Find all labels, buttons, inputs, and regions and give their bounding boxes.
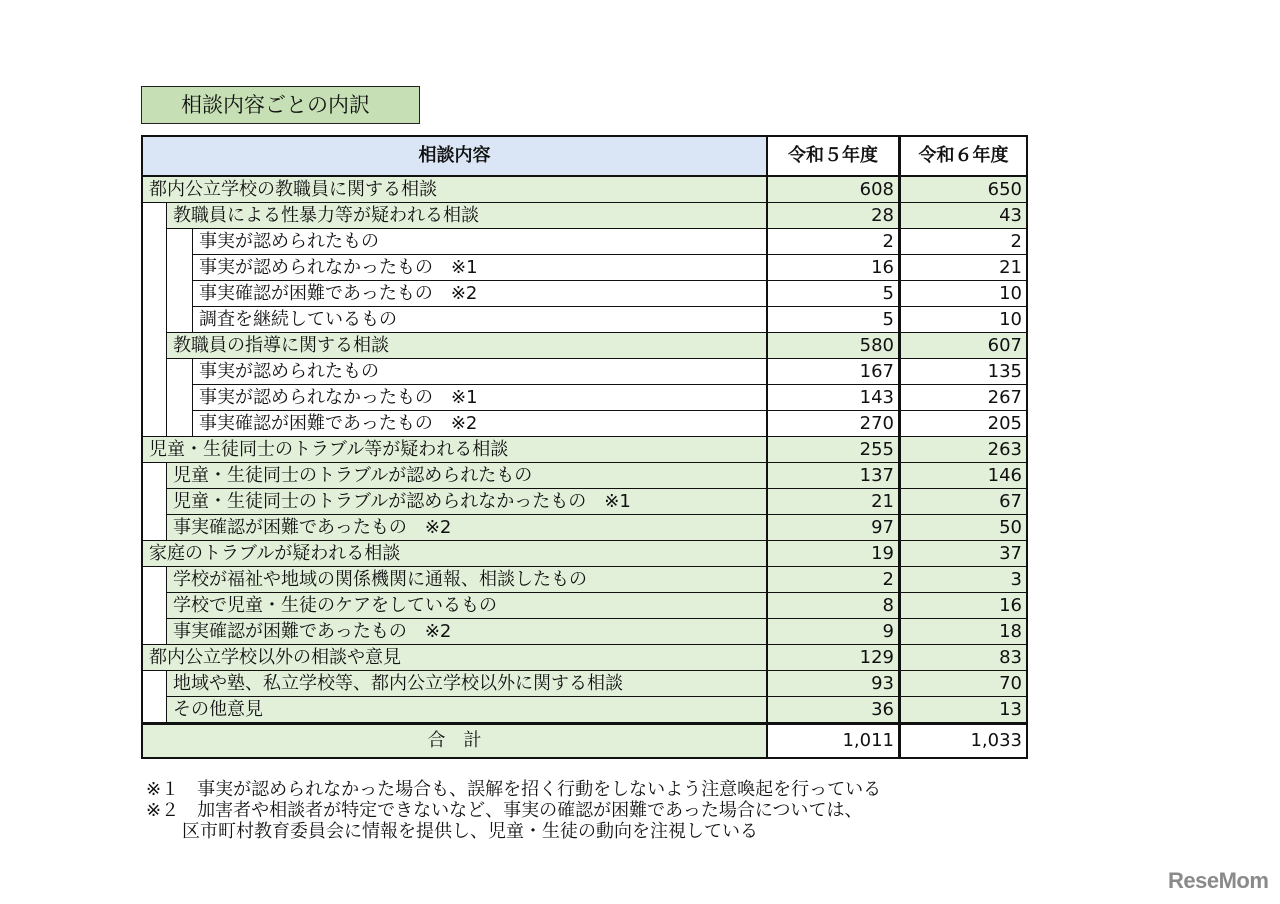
row-value-year1: 28 (768, 203, 898, 229)
row-value-year2: 3 (901, 567, 1026, 593)
row-value-year1: 167 (859, 361, 894, 382)
indent-guide (166, 229, 167, 255)
row-label: 学校が福祉や地域の関係機関に通報、相談したもの (167, 567, 766, 593)
row-label: 教職員による性暴力等が疑われる相談 (167, 203, 766, 229)
row-value-year1: 5 (882, 283, 894, 304)
row-label: 事実確認が困難であったもの ※2 (167, 619, 766, 645)
row-label: 家庭のトラブルが疑われる相談 (143, 541, 766, 567)
row-value-year2: 43 (901, 203, 1026, 229)
indent-guide (166, 307, 167, 333)
row-value-year2: 267 (987, 387, 1022, 408)
footnote-2: ※２ 加害者や相談者が特定できないなど、事実の確認が困難であった場合については、 (146, 800, 863, 821)
header-year1: 令和５年度 (768, 137, 898, 175)
footnotes (146, 779, 881, 842)
row-value-year1: 255 (768, 437, 898, 463)
row-value-year2: 70 (901, 671, 1026, 697)
total-year2: 1,033 (970, 730, 1022, 751)
row-value-year2: 83 (901, 645, 1026, 671)
header-year2: 令和６年度 (901, 137, 1026, 175)
row-label: 事実確認が困難であったもの ※2 (199, 283, 478, 304)
row-value-year1: 2 (882, 231, 894, 252)
column-separator-1 (766, 137, 768, 757)
column-separator-2 (898, 137, 901, 757)
indent-guide (192, 281, 193, 307)
indent-guide (166, 697, 167, 723)
row-value-year2: 16 (901, 593, 1026, 619)
table-title: 相談内容ごとの内訳 (141, 86, 420, 124)
row-value-year1: 16 (871, 257, 894, 278)
indent-guide (166, 203, 167, 229)
row-value-year2: 50 (901, 515, 1026, 541)
indent-guide (192, 307, 193, 333)
row-label: 教職員の指導に関する相談 (167, 333, 766, 359)
row-value-year2: 13 (901, 697, 1026, 723)
indent-guide (192, 411, 193, 437)
row-label: 都内公立学校以外の相談や意見 (143, 645, 766, 671)
indent-guide (166, 515, 167, 541)
row-label: 事実確認が困難であったもの ※2 (167, 515, 766, 541)
indent-guide (166, 489, 167, 515)
row-label: 児童・生徒同士のトラブル等が疑われる相談 (143, 437, 766, 463)
total-label: 合 計 (143, 725, 766, 757)
table-body (143, 137, 1026, 757)
header-content: 相談内容 (143, 137, 766, 175)
row-label: 事実が認められなかったもの ※1 (199, 387, 478, 408)
indent-guide (166, 593, 167, 619)
row-label: 都内公立学校の教職員に関する相談 (143, 177, 766, 203)
indent-guide (166, 281, 167, 307)
row-label: 児童・生徒同士のトラブルが認められなかったもの ※1 (167, 489, 766, 515)
indent-guide (166, 567, 167, 593)
resemom-logo: ReseMom (1168, 868, 1269, 893)
row-value-year1: 97 (768, 515, 898, 541)
row-value-year1: 270 (859, 413, 894, 434)
indent-guide (192, 359, 193, 385)
row-value-year2: 146 (901, 463, 1026, 489)
row-value-year2: 135 (987, 361, 1022, 382)
row-value-year2: 650 (901, 177, 1026, 203)
row-label: 地域や塾、私立学校等、都内公立学校以外に関する相談 (167, 671, 766, 697)
row-label: 事実が認められなかったもの ※1 (199, 257, 478, 278)
row-value-year2: 18 (901, 619, 1026, 645)
row-value-year2: 607 (901, 333, 1026, 359)
indent-guide (166, 385, 167, 411)
row-label: 児童・生徒同士のトラブルが認められたもの (167, 463, 766, 489)
row-label: 事実確認が困難であったもの ※2 (199, 413, 478, 434)
row-value-year2: 205 (987, 413, 1022, 434)
indent-guide (192, 229, 193, 255)
row-value-year1: 21 (768, 489, 898, 515)
row-value-year1: 8 (768, 593, 898, 619)
indent-guide (166, 359, 167, 385)
row-label: その他意見 (167, 697, 766, 723)
row-value-year2: 2 (1010, 231, 1022, 252)
indent-guide (166, 671, 167, 697)
footnote-2-cont: 区市町村教育委員会に情報を提供し、児童・生徒の動向を注視している (146, 821, 758, 842)
row-value-year2: 263 (901, 437, 1026, 463)
consultation-table (141, 135, 1028, 759)
row-value-year1: 93 (768, 671, 898, 697)
row-value-year2: 10 (999, 309, 1022, 330)
indent-guide (166, 333, 167, 359)
footnote-1: ※１ 事実が認められなかった場合も、誤解を招く行動をしないよう注意喚起を行っている (146, 779, 882, 800)
row-value-year1: 5 (882, 309, 894, 330)
indent-guide (166, 619, 167, 645)
row-value-year1: 129 (768, 645, 898, 671)
row-value-year1: 19 (768, 541, 898, 567)
row-label: 学校で児童・生徒のケアをしているもの (167, 593, 766, 619)
row-label: 事実が認められたもの (199, 361, 379, 382)
total-year1: 1,011 (842, 730, 894, 751)
row-value-year2: 21 (999, 257, 1022, 278)
indent-guide (166, 463, 167, 489)
row-value-year1: 580 (768, 333, 898, 359)
row-value-year2: 10 (999, 283, 1022, 304)
row-value-year1: 137 (768, 463, 898, 489)
row-value-year1: 9 (768, 619, 898, 645)
row-value-year2: 67 (901, 489, 1026, 515)
indent-guide (166, 255, 167, 281)
indent-guide (192, 385, 193, 411)
indent-guide (166, 411, 167, 437)
row-label: 事実が認められたもの (199, 231, 379, 252)
row-value-year1: 143 (859, 387, 894, 408)
row-value-year1: 608 (768, 177, 898, 203)
row-label: 調査を継続しているもの (199, 309, 397, 330)
indent-guide (192, 255, 193, 281)
row-value-year1: 36 (768, 697, 898, 723)
row-value-year2: 37 (901, 541, 1026, 567)
row-value-year1: 2 (768, 567, 898, 593)
